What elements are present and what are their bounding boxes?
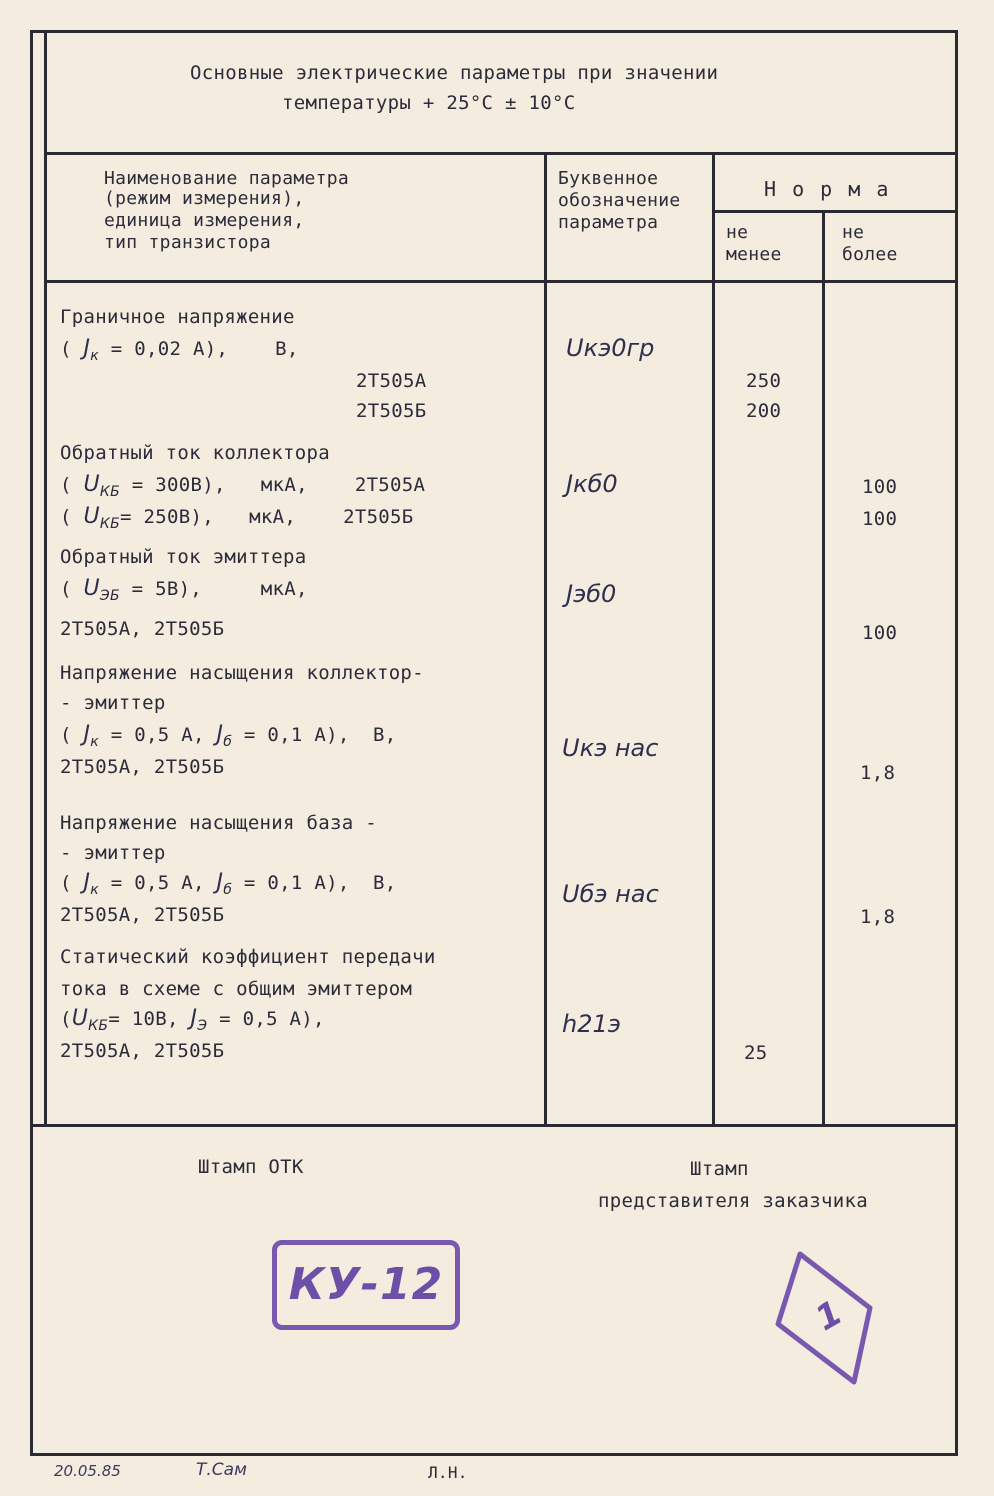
param3-max: 100: [862, 622, 898, 644]
param5-mode-subscript-1: к: [90, 882, 100, 898]
param4-name-line-2: - эмиттер: [60, 692, 166, 714]
header-name-line-3: единица измерения,: [104, 210, 305, 231]
header-name-line-4: тип транзистора: [104, 232, 272, 253]
param6-mode-open: (: [60, 1008, 72, 1030]
param6-mode-mid: = 10В,: [108, 1008, 191, 1030]
initials-note: Л.Н.: [428, 1463, 468, 1482]
param6-mode: [60, 1008, 325, 1037]
param4-mode-rest: = 0,1 А), В,: [232, 724, 397, 746]
header-min-line-2: менее: [726, 244, 782, 265]
param4-mode-symbol-2: J: [216, 722, 224, 747]
param2-line-b-open: (: [60, 506, 84, 528]
param2-line-a-open: (: [60, 474, 84, 496]
param3-mode-open: (: [60, 578, 84, 600]
param5-mode-symbol-2: J: [216, 870, 224, 895]
param5-mode-symbol-1: J: [83, 870, 91, 895]
param2-max-a: 100: [862, 476, 898, 498]
param1-type-a: 2Т505А: [356, 370, 427, 392]
param3-types: 2Т505А, 2Т505Б: [60, 618, 225, 640]
param1-mode-open: (: [60, 338, 84, 360]
header-max-line-1: не: [842, 222, 865, 243]
param4-max: 1,8: [860, 762, 896, 784]
header-symbol-line-2: обозначение: [558, 190, 681, 211]
header-norm: Н о р м а: [764, 177, 891, 201]
param5-mode-mid: = 0,5 А,: [99, 872, 217, 894]
col-divider-3: [822, 212, 825, 1126]
param6-mode-subscript-2: Э: [197, 1018, 208, 1034]
param5-mode-open: (: [60, 872, 84, 894]
param3-name: Обратный ток эмиттера: [60, 546, 307, 568]
param2-line-a: [60, 474, 425, 503]
header-min-line-1: не: [726, 222, 749, 243]
title-divider: [44, 152, 958, 155]
param1-symbol: Uкэ0гр: [566, 334, 655, 362]
stamp-customer-label-1: Штамп: [690, 1158, 749, 1180]
otk-stamp: КУ-12: [272, 1240, 460, 1330]
customer-stamp: [770, 1250, 874, 1386]
param6-types: 2Т505А, 2Т505Б: [60, 1040, 225, 1062]
param1-mode: [60, 338, 299, 367]
param2-line-b-subscript: КБ: [99, 516, 121, 532]
param6-name-line-1: Статический коэффициент передачи: [60, 946, 436, 968]
outer-left-line: [44, 30, 47, 1126]
param4-types: 2Т505А, 2Т505Б: [60, 756, 225, 778]
param3-mode-symbol: U: [83, 576, 100, 601]
param4-mode: [60, 724, 397, 753]
param6-name-line-2: тока в схеме с общим эмиттером: [60, 978, 413, 1000]
param4-symbol: Uкэ нас: [562, 734, 659, 762]
param5-mode-subscript-2: б: [223, 882, 233, 898]
param1-min-b: 200: [746, 400, 782, 422]
title-line-2: температуры + 25°C ± 10°C: [282, 92, 576, 114]
param6-symbol: h21э: [562, 1010, 621, 1038]
param2-line-a-symbol: U: [83, 472, 100, 497]
stamp-otk-label: Штамп ОТК: [198, 1156, 304, 1178]
param4-mode-open: (: [60, 724, 84, 746]
header-divider: [44, 280, 958, 283]
param2-line-b: [60, 506, 414, 535]
param3-mode-rest: = 5В), мкА,: [119, 578, 308, 600]
param4-mode-subscript-2: б: [223, 734, 233, 750]
param2-line-b-symbol: U: [83, 504, 100, 529]
param5-mode: [60, 872, 397, 901]
param5-name-line-1: Напряжение насыщения база -: [60, 812, 377, 834]
param5-types: 2Т505А, 2Т505Б: [60, 904, 225, 926]
param5-name-line-2: - эмиттер: [60, 842, 166, 864]
param1-mode-rest: = 0,02 А), В,: [99, 338, 299, 360]
param6-mode-symbol-2: J: [190, 1006, 198, 1031]
param2-line-b-rest: = 250В), мкА, 2Т505Б: [120, 506, 414, 528]
customer-stamp-number: 1: [808, 1292, 850, 1340]
param2-symbol: Jкб0: [566, 470, 618, 498]
param1-mode-symbol: J: [83, 336, 91, 361]
header-name-line-2: (режим измерения),: [104, 188, 305, 209]
param3-symbol: Jэб0: [566, 580, 617, 608]
header-max-line-2: более: [842, 244, 898, 265]
param2-line-a-subscript: КБ: [99, 484, 121, 500]
param3-mode: [60, 578, 308, 607]
col-divider-2: [712, 154, 715, 1126]
norm-divider: [714, 210, 958, 213]
param3-mode-subscript: ЭБ: [99, 588, 120, 604]
param2-max-b: 100: [862, 508, 898, 530]
header-symbol-line-1: Буквенное: [558, 168, 659, 189]
param1-mode-subscript: к: [90, 348, 100, 364]
header-name-line-1: Наименование параметра: [104, 168, 350, 189]
param1-name: Граничное напряжение: [60, 306, 295, 328]
col-divider-1: [544, 154, 547, 1126]
param2-line-a-rest: = 300В), мкА, 2Т505А: [120, 474, 426, 496]
param5-mode-rest: = 0,1 А), В,: [232, 872, 397, 894]
param4-mode-mid: = 0,5 А,: [99, 724, 217, 746]
signature-note: Т.Сам: [196, 1460, 247, 1480]
param4-mode-symbol-1: J: [83, 722, 91, 747]
param2-name: Обратный ток коллектора: [60, 442, 330, 464]
param6-min: 25: [744, 1042, 768, 1064]
param5-symbol: Uбэ нас: [562, 880, 659, 908]
param6-mode-subscript-1: КБ: [88, 1018, 109, 1034]
param6-mode-rest: = 0,5 А),: [207, 1008, 325, 1030]
param5-max: 1,8: [860, 906, 896, 928]
header-symbol-line-3: параметра: [558, 212, 659, 233]
date-note: 20.05.85: [54, 1462, 121, 1480]
param6-mode-symbol-1: U: [71, 1006, 89, 1031]
param4-name-line-1: Напряжение насыщения коллектор-: [60, 662, 424, 684]
title-line-1: Основные электрические параметры при значении: [190, 62, 719, 84]
stamp-customer-label-2: представителя заказчика: [598, 1190, 868, 1212]
body-bottom-divider: [32, 1124, 958, 1127]
param1-type-b: 2Т505Б: [356, 400, 427, 422]
param4-mode-subscript-1: к: [90, 734, 100, 750]
param1-min-a: 250: [746, 370, 782, 392]
